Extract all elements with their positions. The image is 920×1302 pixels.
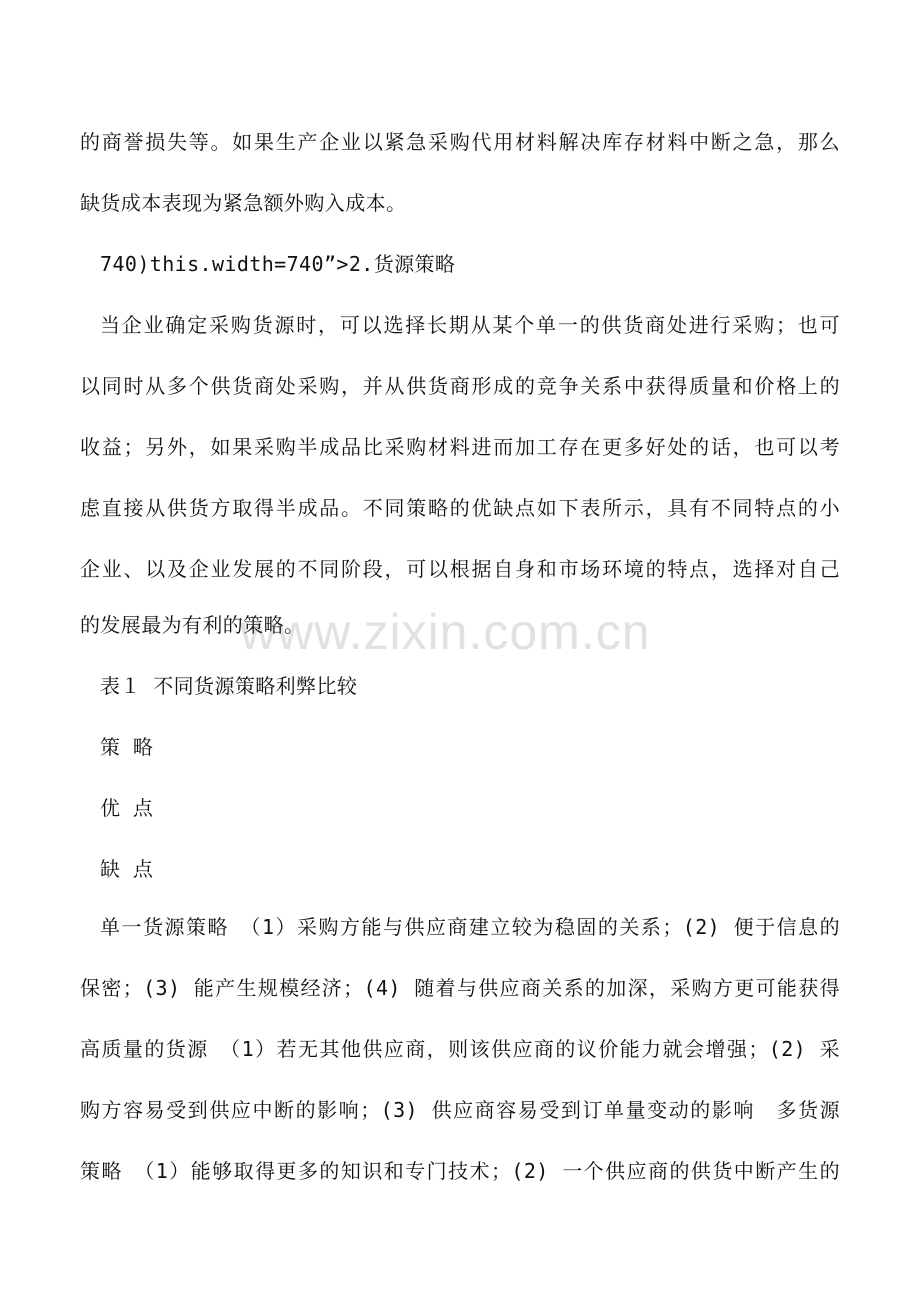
paragraph-line: 高质量的货源 （1）若无其他供应商，则该供应商的议价能力就会增强；(2) 采 [80,1037,840,1061]
paragraph-line: 保密；(3) 能产生规模经济；(4) 随着与供应商关系的加深，采购方更可能获得 [80,976,840,1000]
paragraph-line: 收益；另外，如果采购半成品比采购材料进而加工存在更多好处的话，也可以考 [80,435,840,459]
table-header-disadvantages: 缺 点 [100,857,154,881]
paragraph-line: 策略 （1）能够取得更多的知识和专门技术；(2) 一个供应商的供货中断产生的 [80,1159,840,1183]
paragraph-line: 以同时从多个供货商处采购，并从供货商形成的竞争关系中获得质量和价格上的 [80,374,840,398]
paragraph-line: 企业、以及企业发展的不同阶段，可以根据自身和市场环境的特点，选择对自己 [80,557,840,581]
paragraph-line: 当企业确定采购货源时，可以选择长期从某个单一的供货商处进行采购；也可 [100,313,840,337]
table-header-advantages: 优 点 [100,796,154,820]
paragraph-line: 的发展最为有利的策略。 [80,613,305,637]
paragraph-line: 的商誉损失等。如果生产企业以紧急采购代用材料解决库存材料中断之急，那么 [80,130,840,154]
paragraph-line: 购方容易受到供应中断的影响；(3) 供应商容易受到订单量变动的影响 多货源 [80,1098,840,1122]
paragraph-line: 虑直接从供货方取得半成品。不同策略的优缺点如下表所示，具有不同特点的小 [80,496,840,520]
section-heading: 740)this.width=740”>2.货源策略 [100,252,456,276]
paragraph-line: 缺货成本表现为紧急额外购入成本。 [80,191,407,215]
watermark: www.zixin.com.cn [240,604,651,660]
paragraph-line: 单一货源策略 （1）采购方能与供应商建立较为稳固的关系；(2) 便于信息的 [100,915,840,939]
table-header-strategy: 策 略 [100,735,154,759]
table-caption: 表１ 不同货源策略利弊比较 [100,674,358,698]
